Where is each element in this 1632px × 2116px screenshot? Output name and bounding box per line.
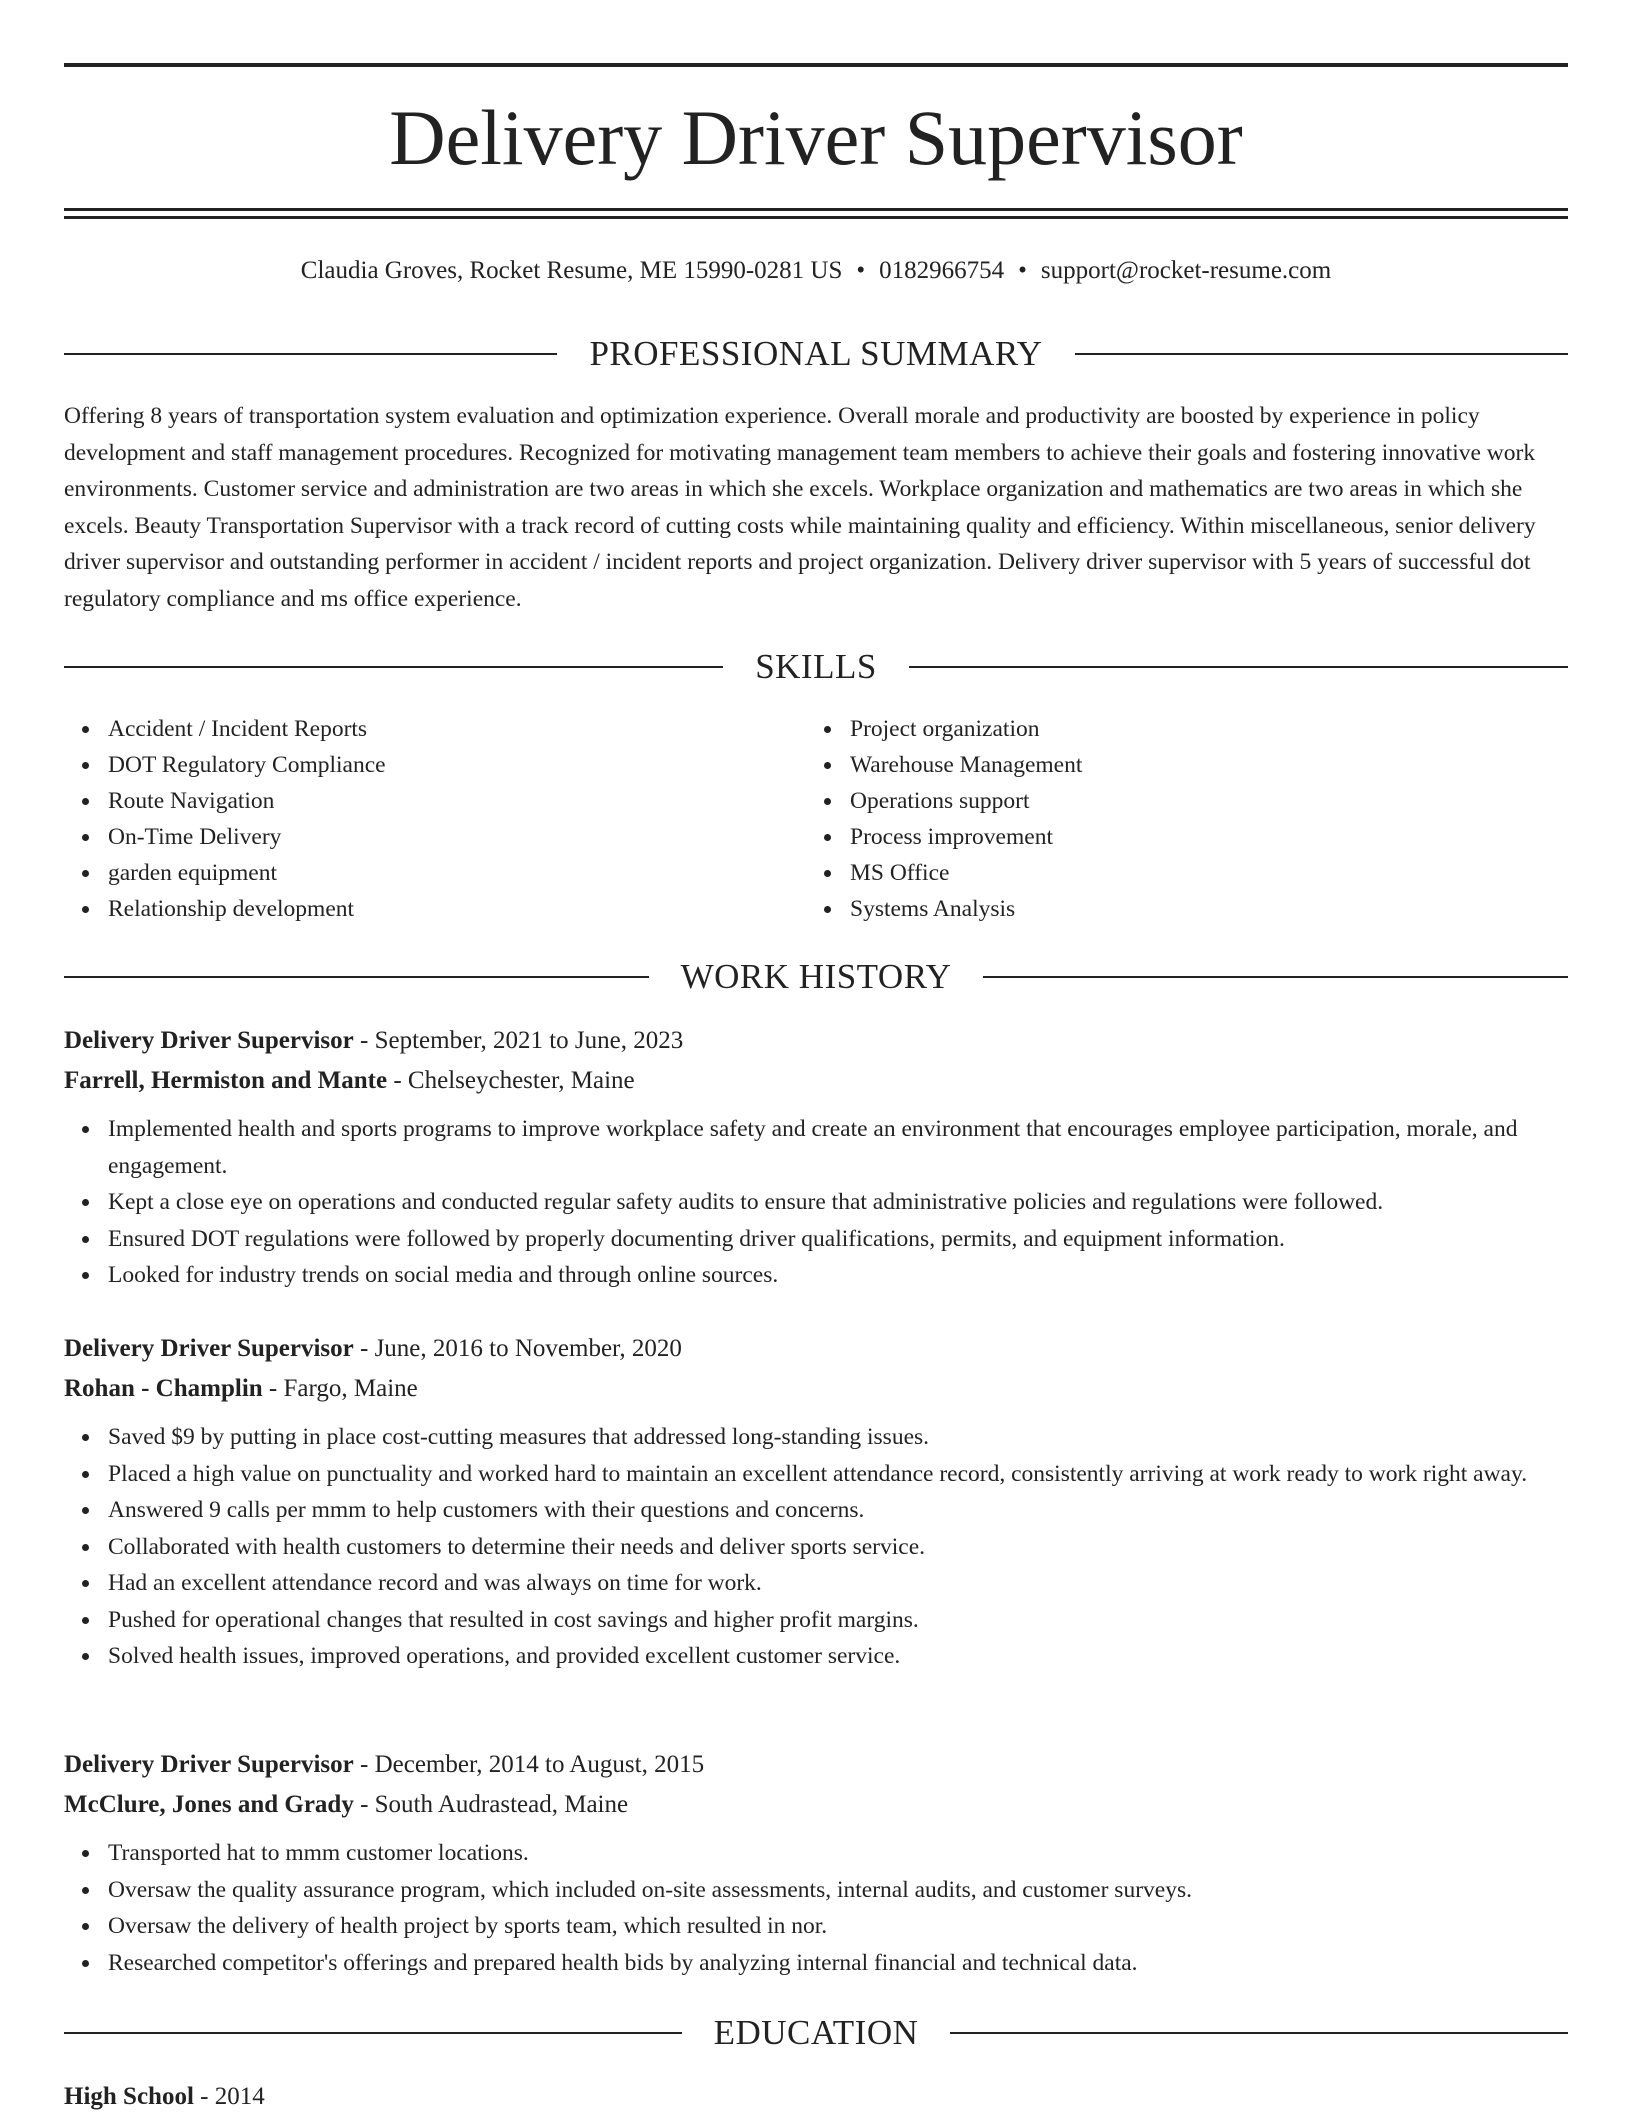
job-bullets	[64, 1419, 1568, 1675]
section-title: PROFESSIONAL SUMMARY	[589, 334, 1043, 373]
job-bullet: Oversaw the quality assurance program, which included on-site assessments, internal audits, and customer surveys.	[108, 1872, 1568, 1909]
job-company: Rohan - Champlin	[64, 1375, 263, 1402]
skill-item: Warehouse Management	[850, 747, 1548, 783]
job-company: Farrell, Hermiston and Mante	[64, 1067, 388, 1094]
contact-separator: •	[856, 257, 866, 284]
skill-item: Route Navigation	[108, 783, 806, 819]
job-bullet: Answered 9 calls per mmm to help customers with their questions and concerns.	[108, 1492, 1568, 1529]
job-title-line	[64, 1745, 1568, 1785]
education-degree: High School	[64, 2083, 194, 2110]
skills-column-right	[806, 711, 1548, 927]
job-dates: - September, 2021 to June, 2023	[353, 1027, 684, 1054]
section-heading-education	[64, 2011, 1568, 2055]
title-rule-upper	[64, 208, 1568, 211]
skills-list	[64, 711, 1568, 927]
section-heading-work	[64, 955, 1568, 999]
resume-title: Delivery Driver Supervisor	[389, 94, 1243, 181]
skill-item: Accident / Incident Reports	[108, 711, 806, 747]
job-bullet: Researched competitor's offerings and prepared health bids by analyzing internal financial and technical data.	[108, 1945, 1568, 1982]
skill-item: garden equipment	[108, 855, 806, 891]
job-bullet: Collaborated with health customers to determine their needs and deliver sports service.	[108, 1529, 1568, 1566]
job-company-line	[64, 1061, 1568, 1101]
contact-phone: 0182966754	[879, 257, 1005, 284]
job-location: - Fargo, Maine	[262, 1375, 418, 1402]
skill-item: On-Time Delivery	[108, 819, 806, 855]
job-bullet: Solved health issues, improved operations, and provided excellent customer service.	[108, 1638, 1568, 1675]
heading-rule	[64, 976, 649, 978]
skill-item: Relationship development	[108, 891, 806, 927]
section-title: EDUCATION	[713, 2013, 919, 2052]
job-dates: - December, 2014 to August, 2015	[353, 1751, 705, 1778]
skills-column-left	[64, 711, 806, 927]
job-bullet: Placed a high value on punctuality and worked hard to maintain an excellent attendance record, consistently arriving at work ready to work right away.	[108, 1456, 1568, 1493]
heading-rule	[1075, 353, 1568, 355]
skill-item: Systems Analysis	[850, 891, 1548, 927]
job-location: - Chelseychester, Maine	[387, 1067, 635, 1094]
heading-rule	[950, 2032, 1568, 2034]
job-bullets	[64, 1835, 1568, 1981]
education-entry	[64, 2078, 265, 2116]
contact-separator: •	[1018, 257, 1027, 284]
summary-text: Offering 8 years of transportation system evaluation and optimization experience. Overall morale and productivity are boosted by experience in policy development and staff management procedures. Recognized for motivating management team members to achieve their goals and fostering innovative work environments. Customer service and administration are two areas in which she excels. Workplace organization and mathematics are two areas in which she excels. Beauty Transportation Supervisor with a track record of cutting costs while maintaining quality and efficiency. Within miscellaneous, senior delivery driver supervisor and outstanding performer in accident / incident reports and project organization. Delivery driver supervisor with 5 years of successful dot regulatory compliance and ms office experience.	[64, 403, 1536, 612]
contact-address: Claudia Groves, Rocket Resume, ME 15990-0281 US	[300, 257, 843, 284]
job-title-line	[64, 1021, 1568, 1061]
job-role: Delivery Driver Supervisor	[64, 1027, 354, 1054]
job-entry	[64, 1329, 1568, 1675]
job-bullet: Transported hat to mmm customer locations.	[108, 1835, 1568, 1872]
skill-item: Project organization	[850, 711, 1548, 747]
job-bullet: Oversaw the delivery of health project by sports team, which resulted in nor.	[108, 1908, 1568, 1945]
top-rule	[64, 63, 1568, 67]
job-bullet: Kept a close eye on operations and conducted regular safety audits to ensure that administrative policies and regulations were followed.	[108, 1184, 1568, 1221]
heading-rule	[909, 666, 1568, 668]
skill-item: DOT Regulatory Compliance	[108, 747, 806, 783]
section-heading-skills	[64, 645, 1568, 689]
job-company-line	[64, 1369, 1568, 1409]
skill-item: MS Office	[850, 855, 1548, 891]
job-location: - South Audrastead, Maine	[353, 1791, 629, 1818]
job-bullet: Had an excellent attendance record and was always on time for work.	[108, 1565, 1568, 1602]
section-heading-summary	[64, 332, 1568, 376]
job-dates: - June, 2016 to November, 2020	[353, 1335, 682, 1362]
job-role: Delivery Driver Supervisor	[64, 1751, 354, 1778]
job-bullet: Implemented health and sports programs to improve workplace safety and create an environment that encourages employee participation, morale, and engagement.	[108, 1111, 1568, 1184]
section-title: WORK HISTORY	[680, 957, 952, 996]
heading-rule	[64, 666, 723, 668]
contact-email: support@rocket-resume.com	[1040, 257, 1332, 284]
heading-rule	[983, 976, 1568, 978]
skill-item: Process improvement	[850, 819, 1548, 855]
job-bullet: Pushed for operational changes that resulted in cost savings and higher profit margins.	[108, 1602, 1568, 1639]
job-entry	[64, 1745, 1568, 1981]
contact-line	[64, 254, 1568, 288]
job-company-line	[64, 1785, 1568, 1825]
job-company: McClure, Jones and Grady	[64, 1791, 354, 1818]
job-bullet: Saved $9 by putting in place cost-cutting measures that addressed long-standing issues.	[108, 1419, 1568, 1456]
job-bullets	[64, 1111, 1568, 1294]
job-role: Delivery Driver Supervisor	[64, 1335, 354, 1362]
heading-rule	[64, 2032, 682, 2034]
job-bullet: Ensured DOT regulations were followed by properly documenting driver qualifications, permits, and equipment information.	[108, 1221, 1568, 1258]
job-entry	[64, 1021, 1568, 1294]
job-title-line	[64, 1329, 1568, 1369]
heading-rule	[64, 353, 557, 355]
section-title: SKILLS	[755, 647, 877, 686]
job-bullet: Looked for industry trends on social media and through online sources.	[108, 1257, 1568, 1294]
title-rule-lower	[64, 216, 1568, 219]
skill-item: Operations support	[850, 783, 1548, 819]
education-year: - 2014	[193, 2083, 265, 2110]
